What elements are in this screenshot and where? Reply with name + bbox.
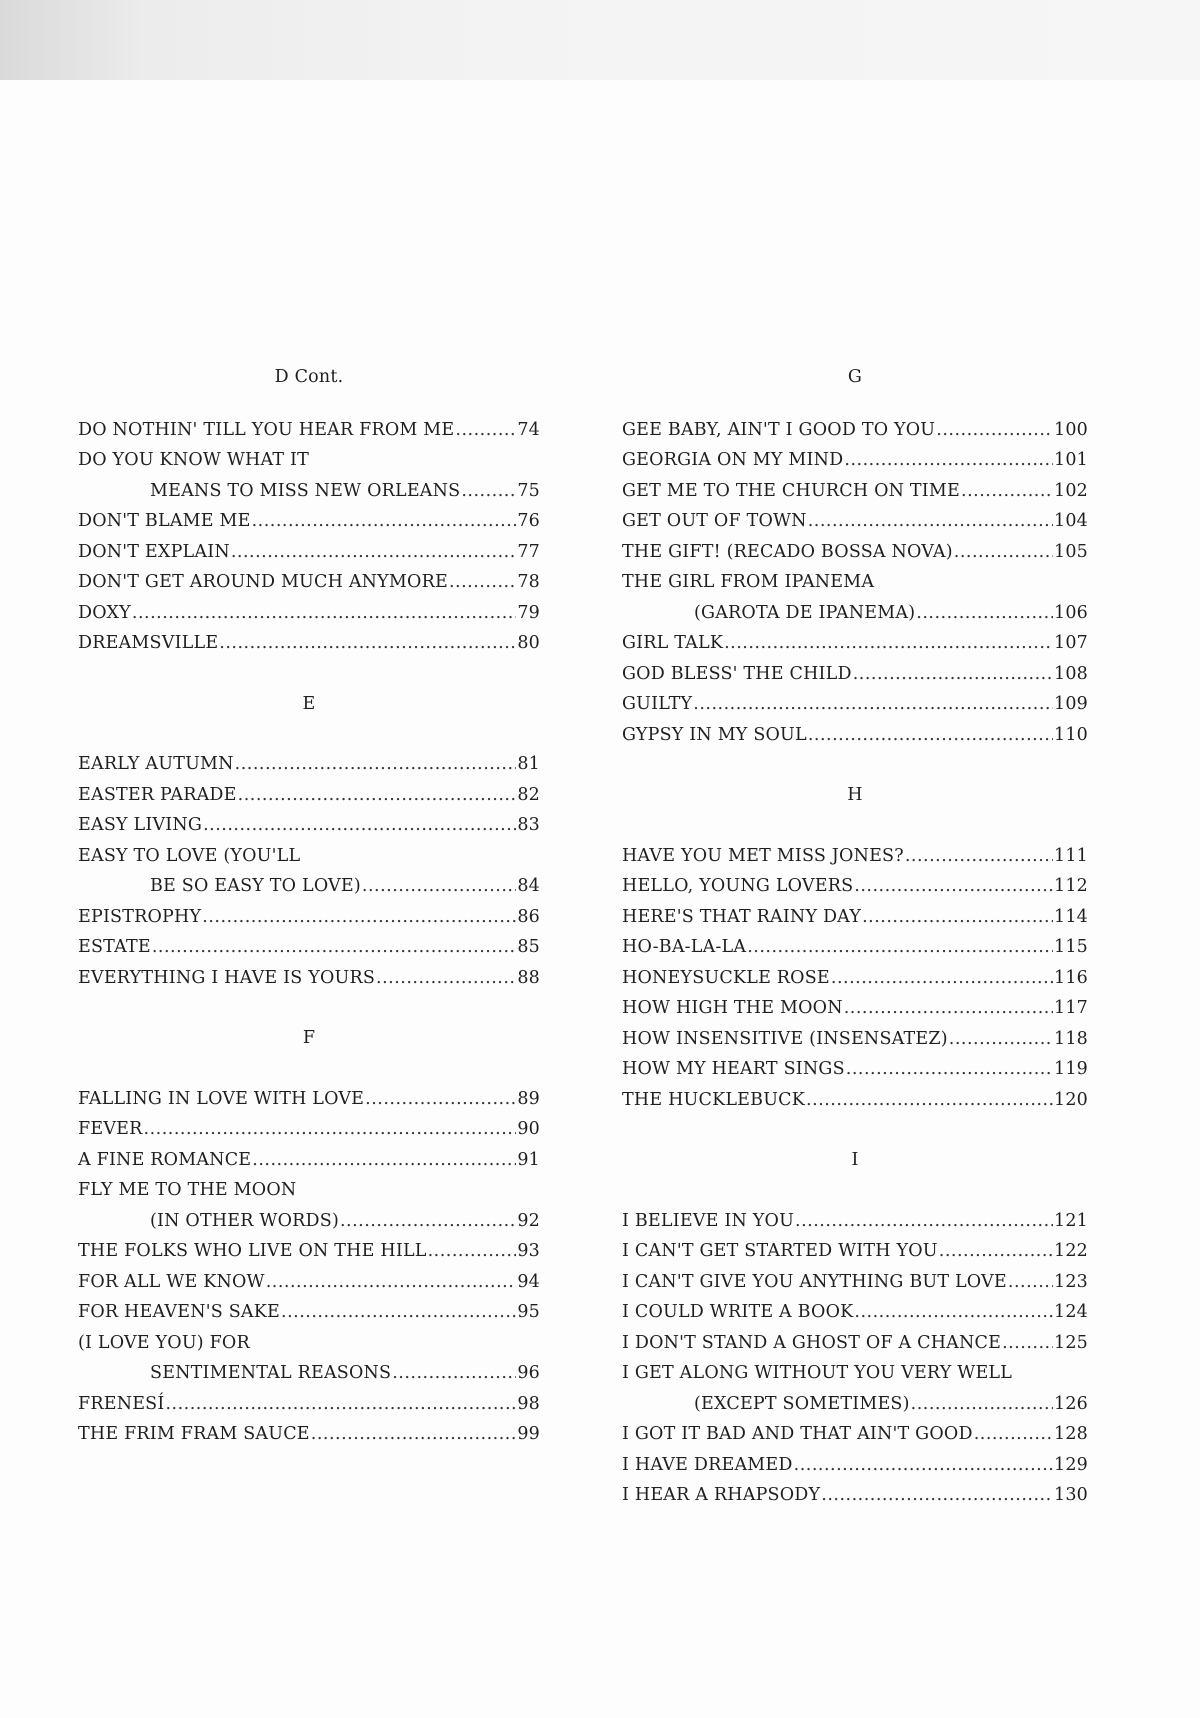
entry-title: GET OUT OF TOWN (622, 511, 807, 531)
page-number: 100 (1053, 419, 1088, 440)
entry-title: HOW MY HEART SINGS (622, 1059, 845, 1079)
toc-entry (622, 1054, 1088, 1085)
dot-leader (939, 1236, 1053, 1267)
toc-entry (622, 841, 1088, 872)
toc-entry (622, 1419, 1088, 1450)
entry-title-line1: THE GIRL FROM IPANEMA (622, 572, 875, 592)
entry-title: EARLY AUTUMN (78, 754, 234, 774)
toc-entry (622, 1236, 1088, 1267)
entry-title: GIRL TALK (622, 633, 724, 653)
entry-title: SENTIMENTAL REASONS (150, 1363, 392, 1383)
toc-entry (78, 902, 540, 933)
entry-title: DOXY (78, 602, 131, 623)
dot-leader (449, 567, 516, 598)
entry-title: I HAVE DREAMED (622, 1454, 793, 1475)
toc-entry (78, 1419, 540, 1450)
toc-entry (78, 537, 540, 568)
dot-leader (905, 841, 1053, 872)
page-number: 128 (1053, 1424, 1088, 1444)
entry-title: HO-BA-LA-LA (622, 937, 747, 957)
section-heading: F (302, 1028, 316, 1048)
entry-title: HOW INSENSITIVE (INSENSATEZ) (622, 1028, 948, 1049)
dot-leader (854, 871, 1053, 902)
toc-entry (78, 598, 540, 629)
toc-entry (78, 476, 540, 507)
entry-title: THE GIFT! (RECADO BOSSA NOVA) (622, 541, 953, 562)
dot-leader (844, 445, 1053, 476)
toc-entry (622, 1267, 1088, 1298)
toc-entry (78, 749, 540, 780)
dot-leader (795, 1206, 1053, 1237)
dot-leader (266, 1267, 517, 1298)
entry-title: DO NOTHIN' TILL YOU HEAR FROM ME (78, 419, 455, 440)
dot-leader (808, 720, 1053, 751)
dot-leader (862, 902, 1053, 933)
dot-leader (461, 476, 516, 507)
page (0, 80, 1200, 1718)
toc-entry (622, 628, 1088, 659)
dot-leader (1002, 1328, 1053, 1359)
toc-entry (622, 1389, 1088, 1420)
dot-leader (231, 537, 516, 568)
toc-entry (622, 659, 1088, 690)
entry-title: DREAMSVILLE (78, 633, 219, 653)
dot-leader (252, 506, 517, 537)
toc-entry (622, 1450, 1088, 1481)
page-number: 82 (517, 784, 540, 805)
dot-leader (144, 1114, 517, 1145)
entry-title: EASY LIVING (78, 815, 203, 835)
page-number: 107 (1053, 633, 1088, 653)
page-number: 86 (517, 906, 540, 927)
dot-leader (747, 932, 1053, 963)
section-heading: G (847, 367, 863, 387)
entry-title: FOR ALL WE KNOW (78, 1271, 265, 1292)
entry-title: I BELIEVE IN YOU (622, 1210, 795, 1231)
entry-title: THE FRIM FRAM SAUCE (78, 1424, 310, 1444)
page-number: 123 (1053, 1271, 1088, 1292)
section-heading: E (302, 693, 316, 714)
toc-entry (78, 1206, 540, 1237)
dot-leader (794, 1450, 1053, 1481)
entry-title: BE SO EASY TO LOVE) (150, 876, 361, 896)
entry-title-line1: FLY ME TO THE MOON (78, 1180, 297, 1200)
entry-title: THE HUCKLEBUCK (622, 1089, 806, 1110)
entry-title: (GAROTA DE IPANEMA) (694, 602, 916, 623)
page-number: 108 (1053, 663, 1088, 684)
dot-leader (854, 1297, 1053, 1328)
page-number: 126 (1053, 1393, 1088, 1414)
dot-leader (806, 1085, 1053, 1116)
toc-entry (622, 506, 1088, 537)
page-number: 95 (517, 1302, 540, 1322)
page-number: 104 (1053, 511, 1088, 531)
page-number: 116 (1053, 967, 1088, 988)
page-number: 111 (1053, 845, 1088, 866)
toc-entry (622, 415, 1088, 446)
entry-title: GEE BABY, AIN'T I GOOD TO YOU (622, 419, 936, 440)
toc-entry (622, 476, 1088, 507)
entry-title: A FINE ROMANCE (78, 1149, 252, 1170)
toc-entry (78, 1236, 540, 1267)
entry-title: THE FOLKS WHO LIVE ON THE HILL (78, 1241, 427, 1261)
toc-entry (622, 1297, 1088, 1328)
toc-entry (78, 1084, 540, 1115)
entry-title: HELLO, YOUNG LOVERS (622, 876, 854, 896)
entry-title: EVERYTHING I HAVE IS YOURS (78, 967, 376, 988)
toc-entry (78, 871, 540, 902)
dot-leader (724, 628, 1053, 659)
entry-title: HAVE YOU MET MISS JONES? (622, 845, 904, 866)
page-number: 99 (517, 1424, 540, 1444)
entry-title: FALLING IN LOVE WITH LOVE (78, 1088, 365, 1109)
dot-leader (961, 476, 1053, 507)
dot-leader (235, 749, 517, 780)
dot-leader (362, 871, 516, 902)
page-number: 75 (517, 480, 540, 501)
page-number: 122 (1053, 1241, 1088, 1261)
dot-leader (911, 1389, 1053, 1420)
dot-leader (252, 1145, 516, 1176)
entry-title: HOW HIGH THE MOON (622, 998, 843, 1018)
section-heading: H (847, 785, 863, 805)
toc-entry (622, 902, 1088, 933)
entry-title: DON'T BLAME ME (78, 511, 251, 531)
toc-entry (78, 1358, 540, 1389)
dot-leader (916, 598, 1053, 629)
dot-leader (846, 1054, 1053, 1085)
section-heading: D Cont. (274, 367, 344, 387)
dot-leader (428, 1236, 517, 1267)
dot-leader (165, 1389, 516, 1420)
toc-entry (622, 1024, 1088, 1055)
page-number: 109 (1053, 694, 1088, 714)
page-number: 101 (1053, 450, 1088, 470)
toc-entry (622, 1085, 1088, 1116)
right-column (622, 367, 1088, 1511)
toc-entry (622, 1328, 1088, 1359)
page-number: 102 (1053, 480, 1088, 501)
page-number: 83 (517, 815, 540, 835)
page-number: 119 (1053, 1059, 1088, 1079)
dot-leader (238, 780, 517, 811)
entry-title: FOR HEAVEN'S SAKE (78, 1302, 280, 1322)
dot-leader (365, 1084, 516, 1115)
toc-entry (78, 1267, 540, 1298)
toc-entry (78, 810, 540, 841)
dot-leader (936, 415, 1053, 446)
entry-title: I COULD WRITE A BOOK (622, 1302, 854, 1322)
toc-entry (78, 567, 540, 598)
page-number: 94 (517, 1271, 540, 1292)
section-heading: I (851, 1150, 859, 1170)
page-number: 91 (517, 1149, 540, 1170)
entry-title-line1: DO YOU KNOW WHAT IT (78, 450, 309, 470)
page-number: 96 (517, 1363, 540, 1383)
entry-title: GET ME TO THE CHURCH ON TIME (622, 480, 960, 501)
dot-leader (132, 598, 516, 629)
dot-leader (853, 659, 1053, 690)
dot-leader (203, 810, 516, 841)
entry-title: (EXCEPT SOMETIMES) (694, 1393, 910, 1414)
page-number: 76 (517, 511, 540, 531)
toc-entry (622, 537, 1088, 568)
page-number: 112 (1053, 876, 1088, 896)
page-number: 110 (1053, 724, 1088, 745)
dot-leader (376, 963, 516, 994)
page-number: 120 (1053, 1089, 1088, 1110)
dot-leader (281, 1297, 516, 1328)
toc-entry (622, 1206, 1088, 1237)
dot-leader (949, 1024, 1053, 1055)
page-number: 84 (517, 876, 540, 896)
dot-leader (844, 993, 1053, 1024)
page-number: 114 (1053, 906, 1088, 927)
page-number: 121 (1053, 1210, 1088, 1231)
entry-title: I GOT IT BAD AND THAT AIN'T GOOD (622, 1424, 973, 1444)
entry-title: DON'T GET AROUND MUCH ANYMORE (78, 572, 448, 592)
entry-title: I CAN'T GET STARTED WITH YOU (622, 1241, 938, 1261)
dot-leader (455, 415, 516, 446)
page-number: 74 (517, 419, 540, 440)
toc-entry (622, 720, 1088, 751)
toc-entry (78, 1389, 540, 1420)
toc-entry (622, 963, 1088, 994)
toc-entry (78, 932, 540, 963)
entry-title: MEANS TO MISS NEW ORLEANS (150, 480, 461, 501)
page-number: 79 (517, 602, 540, 623)
toc-entry (622, 1480, 1088, 1511)
toc-entry (78, 1145, 540, 1176)
toc-entry (622, 993, 1088, 1024)
entry-title: DON'T EXPLAIN (78, 541, 230, 562)
page-number: 92 (517, 1210, 540, 1231)
entry-title: GEORGIA ON MY MIND (622, 450, 844, 470)
toc-entry (622, 445, 1088, 476)
toc-entry (622, 871, 1088, 902)
page-number: 88 (517, 967, 540, 988)
entry-title-line1: I GET ALONG WITHOUT YOU VERY WELL (622, 1363, 1013, 1383)
dot-leader (340, 1206, 516, 1237)
dot-leader (1008, 1267, 1053, 1298)
dot-leader (693, 689, 1053, 720)
toc-entry (78, 1297, 540, 1328)
entry-title: I CAN'T GIVE YOU ANYTHING BUT LOVE (622, 1271, 1007, 1292)
page-number: 80 (517, 633, 540, 653)
toc-entry (78, 415, 540, 446)
page-number: 90 (517, 1119, 540, 1139)
dot-leader (974, 1419, 1053, 1450)
dot-leader (831, 963, 1053, 994)
toc-entry (78, 1114, 540, 1145)
entry-title: EASTER PARADE (78, 784, 237, 805)
entry-title: GOD BLESS' THE CHILD (622, 663, 852, 684)
page-number: 117 (1053, 998, 1088, 1018)
entry-title: (IN OTHER WORDS) (150, 1210, 339, 1231)
entry-title: I HEAR A RHAPSODY (622, 1485, 821, 1505)
scan-top-band (0, 0, 1200, 80)
page-number: 89 (517, 1088, 540, 1109)
entry-title: FRENESÍ (78, 1393, 165, 1414)
page-number: 115 (1053, 937, 1088, 957)
dot-leader (219, 628, 516, 659)
dot-leader (202, 902, 516, 933)
page-number: 81 (517, 754, 540, 774)
toc-entry (622, 932, 1088, 963)
dot-leader (954, 537, 1053, 568)
entry-title: ESTATE (78, 937, 151, 957)
toc-entry (78, 780, 540, 811)
left-column (78, 367, 540, 1450)
page-number: 129 (1053, 1454, 1088, 1475)
entry-title-line1: EASY TO LOVE (YOU'LL (78, 845, 301, 866)
dot-leader (821, 1480, 1053, 1511)
entry-title: GYPSY IN MY SOUL (622, 724, 807, 745)
dot-leader (152, 932, 517, 963)
entry-title: HERE'S THAT RAINY DAY (622, 906, 862, 927)
page-number: 98 (517, 1393, 540, 1414)
entry-title-line1: (I LOVE YOU) FOR (78, 1332, 250, 1353)
entry-title: HONEYSUCKLE ROSE (622, 967, 830, 988)
page-number: 130 (1053, 1485, 1088, 1505)
toc-entry (78, 506, 540, 537)
page-number: 124 (1053, 1302, 1088, 1322)
toc-entry (622, 598, 1088, 629)
page-number: 105 (1053, 541, 1088, 562)
page-number: 78 (517, 572, 540, 592)
dot-leader (808, 506, 1053, 537)
toc-entry (78, 628, 540, 659)
entry-title: I DON'T STAND A GHOST OF A CHANCE (622, 1332, 1002, 1353)
entry-title: GUILTY (622, 694, 693, 714)
page-number: 106 (1053, 602, 1088, 623)
dot-leader (311, 1419, 517, 1450)
dot-leader (392, 1358, 516, 1389)
toc-entry (78, 963, 540, 994)
page-number: 125 (1053, 1332, 1088, 1353)
page-number: 77 (517, 541, 540, 562)
page-number: 85 (517, 937, 540, 957)
entry-title: EPISTROPHY (78, 906, 202, 927)
page-number: 93 (517, 1241, 540, 1261)
entry-title: FEVER (78, 1119, 143, 1139)
page-number: 118 (1053, 1028, 1088, 1049)
toc-entry (622, 689, 1088, 720)
